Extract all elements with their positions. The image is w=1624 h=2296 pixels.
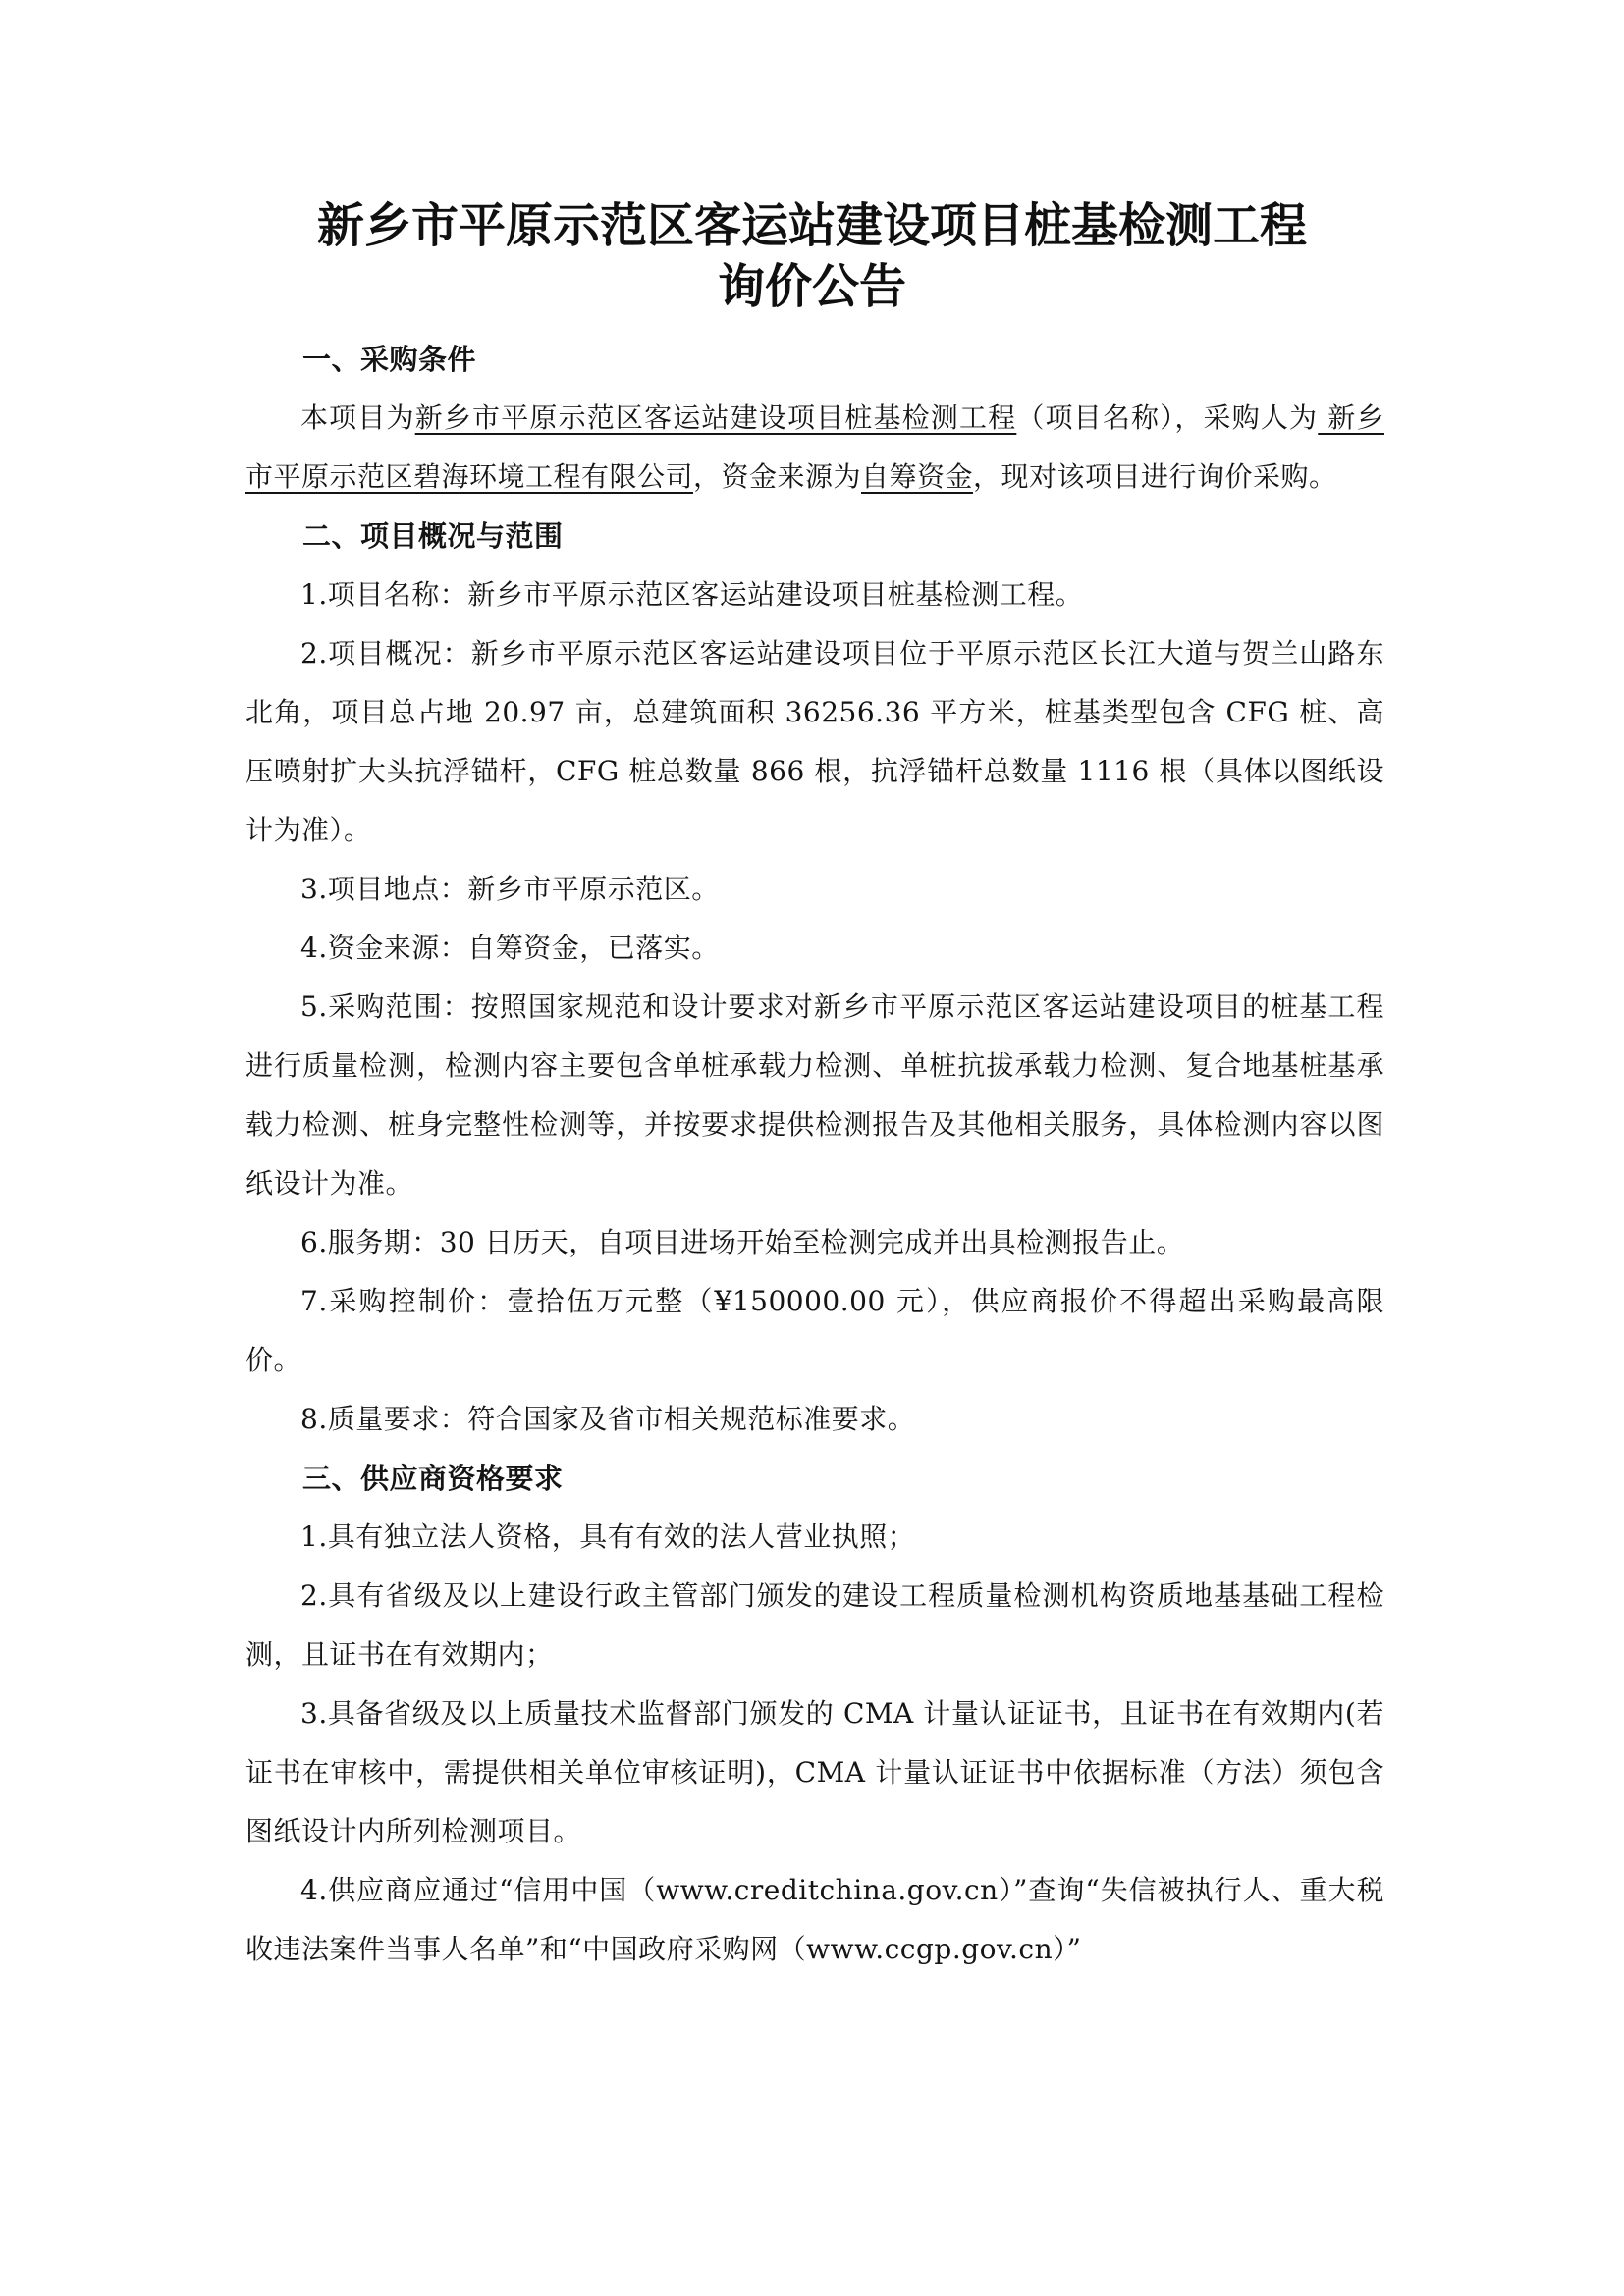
qualification-item-credit-check: 4.供应商应通过“信用中国（www.creditchina.gov.cn）”查询“失信被执行人、重大税收违法案件当事人名单”和“中国政府采购网（www.ccgp.gov.cn）” (245, 1874, 1384, 1965)
qualification-item-cma-certificate: 3.具备省级及以上质量技术监督部门颁发的 CMA 计量认证证书，且证书在有效期内(若证书在审核中，需提供相关单位审核证明)，CMA 计量认证证书中依据标准（方法）须包含图纸设计内所列检测项目。 (245, 1697, 1384, 1847)
fund-source-field: 自筹资金 (861, 460, 974, 493)
overview-item-procurement-scope: 5.采购范围：按照国家规范和设计要求对新乡市平原示范区客运站建设项目的桩基工程进行质量检测，检测内容主要包含单桩承载力检测、单桩抗拔承载力检测、复合地基桩基承载力检测、桩身完整性检测等，并按要求提供检测报告及其他相关服务，具体检测内容以图纸设计为准。 (245, 990, 1384, 1200)
qualification-item-testing-license: 2.具有省级及以上建设行政主管部门颁发的建设工程质量检测机构资质地基基础工程检测，且证书在有效期内； (245, 1579, 1384, 1671)
overview-item-project-summary: 2.项目概况：新乡市平原示范区客运站建设项目位于平原示范区长江大道与贺兰山路东北角，项目总占地 20.97 亩，总建筑面积 36256.36 平方米，桩基类型包含 CFG 桩、高压喷射扩大头抗浮锚杆，CFG 桩总数量 866 根，抗浮锚杆总数量 1116 根（具体以图纸设计为准）。 (245, 637, 1384, 846)
text-segment: 本项目为 (300, 401, 415, 434)
section-heading-project-overview: 二、项目概况与范围 (302, 519, 564, 553)
purchaser-field: 新乡市平原示范区碧海环境工程有限公司 (245, 401, 1384, 493)
section-heading-procurement-conditions: 一、采购条件 (302, 343, 477, 376)
overview-item-service-period: 6.服务期：30 日历天，自项目进场开始至检测完成并出具检测报告止。 (300, 1226, 1185, 1258)
text-segment: ，现对该项目进行询价采购。 (973, 460, 1337, 493)
overview-item-project-location: 3.项目地点：新乡市平原示范区。 (300, 873, 720, 905)
text-segment: ，资金来源为 (693, 460, 862, 493)
overview-item-fund-source: 4.资金来源：自筹资金，已落实。 (300, 932, 720, 964)
text-segment: （项目名称），采购人为 (1016, 401, 1319, 434)
section-heading-supplier-qualifications: 三、供应商资格要求 (302, 1462, 564, 1495)
document-subtitle: 询价公告 (717, 259, 906, 314)
overview-item-project-name: 1.项目名称：新乡市平原示范区客运站建设项目桩基检测工程。 (300, 578, 1084, 611)
overview-item-quality-requirement: 8.质量要求：符合国家及省市相关规范标准要求。 (300, 1403, 916, 1435)
document-title: 新乡市平原示范区客运站建设项目桩基检测工程 (316, 198, 1307, 253)
procurement-conditions-paragraph (245, 389, 1384, 507)
document-body (245, 330, 1384, 1979)
overview-item-price-ceiling: 7.采购控制价：壹拾伍万元整（¥150000.00 元），供应商报价不得超出采购最高限价。 (245, 1285, 1384, 1376)
project-name-field: 新乡市平原示范区客运站建设项目桩基检测工程 (414, 401, 1017, 434)
qualification-item-legal-entity: 1.具有独立法人资格，具有有效的法人营业执照； (300, 1521, 916, 1553)
